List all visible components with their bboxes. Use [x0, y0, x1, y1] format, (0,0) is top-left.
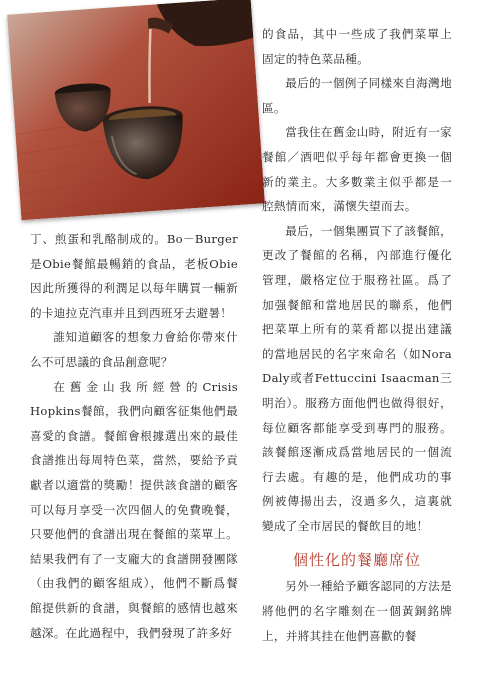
- section-heading: 個性化的餐廳席位: [292, 551, 421, 570]
- right-paragraph-2: 最后的一個例子同樣來自海灣地區。: [262, 76, 452, 115]
- right-paragraph-4: 最后，一個集團買下了該餐館，更改了餐館的名稱，內部進行優化管理，嚴格定位于服務社區。爲了加强餐館和當地居民的聯系，他們把菜單上所有的菜肴都以提出建議的當地居民的名字來命名（如Nora Daly或者Fettuccini Isaacman三明治）。服務方面他們也做得很好，每位顧客都能享受到專門的服務。該餐館逐漸成爲當地居民的一個流行去處。有趣的是，他們成功的事例被傳揚出去，沒過多久，這裏就變成了全市居民的餐飲目的地！: [262, 223, 452, 533]
- teapot-cup-illustration: [7, 0, 265, 220]
- left-paragraph-2: 誰知道顧客的想象力會給你帶來什么不可思議的食品創意呢？: [30, 330, 238, 369]
- right-paragraph-3: 當我住在舊金山時，附近有一家餐館／酒吧似乎每年都會更換一個新的業主。大多數業主似乎都是一腔熱情而來，滿懷失望而去。: [262, 125, 452, 214]
- left-paragraph-1: 丁、煎蛋和乳酪制成的。Bo－Burger是Obie餐館最暢銷的食品，老板Obie因此所獲得的利潤足以每年購買一輛新的卡迪拉克汽車并且到西班牙去避暑！: [30, 232, 238, 320]
- right-paragraph-1: 的食品，其中一些成了我們菜單上固定的特色菜品種。: [262, 27, 452, 66]
- left-paragraph-3: 在舊金山我所經營的Crisis Hopkins餐館，我們向顧客征集他們最喜愛的食譜。餐館會根據選出來的最佳食譜推出每周特色菜，當然，要給予貢獻者以適當的獎勵！提供該食譜的顧客可以每月享受一次四個人的免費晚餐，只要他們的食譜出現在餐館的菜單上。結果我們有了一支龐大的食譜開發團隊（由我們的顧客組成），他們不斷爲餐館提供新的食譜，與餐館的感情也越來越深。在此過程中，我們發現了許多好: [30, 379, 238, 640]
- right-column: [262, 22, 452, 648]
- teapot-cup-photo: [7, 0, 265, 220]
- left-column: [30, 227, 238, 645]
- right-paragraph-5: 另外一種給予顧客認同的方法是將他們的名字雕刻在一個黃銅銘牌上，并將其挂在他們喜歡的餐: [262, 579, 452, 643]
